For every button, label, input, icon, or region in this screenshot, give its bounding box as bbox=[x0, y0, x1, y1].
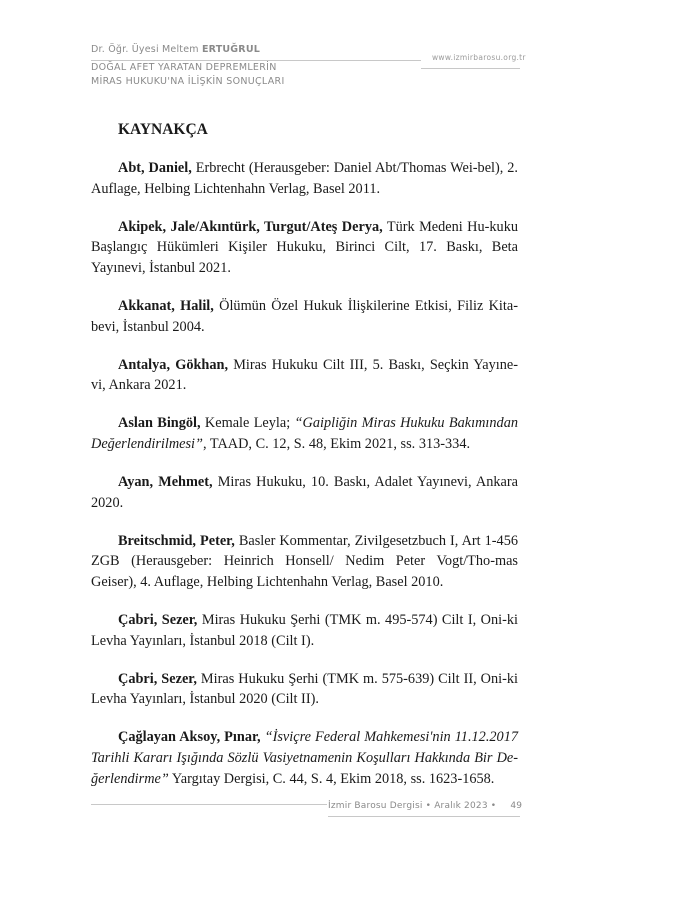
article-title bbox=[91, 61, 285, 89]
reference-entry bbox=[91, 727, 518, 789]
reference-author: Çabri, Sezer, bbox=[118, 612, 198, 628]
reference-article-title: “İsviçre Federal Mahkemesi'nin 11.12.2017 Tarihli Kararı Işığında Sözlü Vasiyetnamenin Koşulları Hakkında Bir De-ğerlendirme” bbox=[91, 729, 518, 787]
reference-entry bbox=[91, 158, 518, 199]
reference-author: Çabri, Sezer, bbox=[118, 670, 197, 687]
reference-entry bbox=[91, 217, 518, 279]
reference-entry bbox=[91, 296, 518, 337]
journal-info: İzmir Barosu Dergisi • Aralık 2023 • bbox=[328, 801, 497, 811]
author-name: Dr. Öğr. Üyesi Meltem bbox=[91, 44, 202, 55]
section-heading: KAYNAKÇA bbox=[118, 121, 208, 138]
reference-text: Miras Hukuku Cilt III, 5. Baskı, Seçkin Yayıne-vi, Ankara 2021. bbox=[91, 356, 518, 394]
reference-list bbox=[91, 158, 518, 807]
article-title-line1: DOĞAL AFET YARATAN DEPREMLERİN bbox=[91, 62, 277, 73]
reference-author: Akkanat, Halil, bbox=[118, 297, 214, 314]
reference-author: Breitschmid, Peter, bbox=[118, 532, 235, 549]
footer bbox=[328, 801, 522, 811]
reference-entry bbox=[91, 531, 518, 593]
author-surname: ERTUĞRUL bbox=[201, 44, 260, 55]
reference-text: Türk Medeni Hu-kuku Başlangıç Hükümleri Kişiler Hukuku, Birinci Cilt, 17. Baskı, Beta Yayınevi, İstanbul 2021. bbox=[91, 218, 518, 276]
reference-text: Miras Hukuku, 10. Baskı, Adalet Yayınevi, Ankara 2020. bbox=[91, 474, 519, 511]
website-url[interactable]: www.izmirbarosu.org.tr bbox=[432, 53, 526, 62]
reference-author: Çağlayan Aksoy, Pınar, bbox=[118, 729, 261, 746]
reference-text: Miras Hukuku Şerhi (TMK m. 575-639) Cilt II, Oni-ki Levha Yayınları, İstanbul 2020 (Cilt II). bbox=[91, 670, 518, 708]
reference-entry bbox=[91, 413, 518, 454]
page-number: 49 bbox=[510, 801, 523, 811]
reference-source: Yargıtay Dergisi, C. 44, S. 4, Ekim 2018, ss. 1623-1658. bbox=[168, 770, 495, 787]
reference-author: Ayan, Mehmet, bbox=[118, 474, 213, 491]
reference-article-title: “Gaipliğin Miras Hukuku Bakımından Değerlendirilmesi” bbox=[91, 415, 518, 452]
reference-author: Abt, Daniel, bbox=[118, 160, 192, 176]
reference-text: Basler Kommentar, Zivilgesetzbuch I, Art 1-456 ZGB (Herausgeber: Heinrich Honsell/ Nedim Peter Vogt/Tho-mas Geiser), 4. Auflage, Helbing Lichtenhahn Verlag, Basel 2010. bbox=[91, 532, 519, 590]
footer-rule-right bbox=[328, 816, 520, 817]
reference-entry bbox=[91, 610, 518, 651]
reference-entry bbox=[91, 355, 518, 396]
header-author bbox=[91, 44, 260, 55]
reference-text: Erbrecht (Herausgeber: Daniel Abt/Thomas Wei-bel), 2. Auflage, Helbing Lichtenhahn Verlag, Basel 2011. bbox=[91, 160, 518, 197]
reference-author: Aslan Bingöl, bbox=[118, 415, 201, 432]
reference-entry bbox=[91, 669, 518, 710]
reference-author: Antalya, Gökhan, bbox=[118, 356, 229, 373]
reference-text: Ölümün Özel Hukuk İlişkilerine Etkisi, Filiz Kita-bevi, İstanbul 2004. bbox=[91, 297, 518, 335]
article-title-line2: MİRAS HUKUKU'NA İLİŞKİN SONUÇLARI bbox=[91, 76, 285, 87]
reference-text: Miras Hukuku Şerhi (TMK m. 495-574) Cilt I, Oni-ki Levha Yayınları, İstanbul 2018 (Cilt I). bbox=[91, 612, 518, 649]
footer-rule bbox=[91, 804, 327, 805]
header-rule-right bbox=[421, 68, 520, 69]
reference-author: Akipek, Jale/Akıntürk, Turgut/Ateş Derya, bbox=[118, 218, 383, 235]
reference-text: Kemale Leyla; bbox=[200, 415, 295, 432]
reference-entry bbox=[91, 472, 518, 513]
reference-source: , TAAD, C. 12, S. 48, Ekim 2021, ss. 313-334. bbox=[202, 435, 471, 452]
